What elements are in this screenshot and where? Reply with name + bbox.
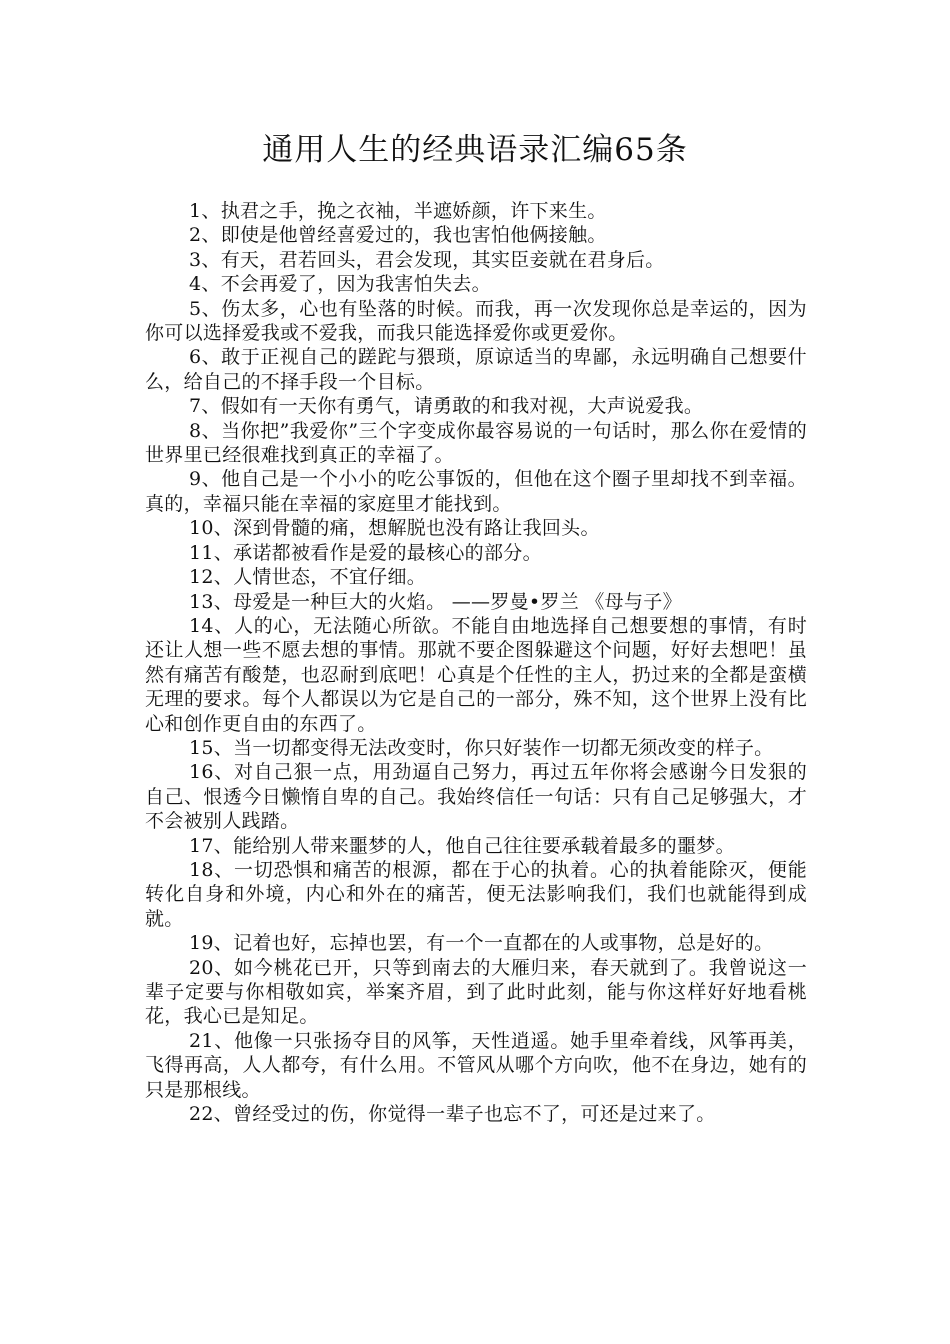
quote-paragraph: 21、他像一只张扬夺目的风筝，天性逍遥。她手里牵着线，风筝再美，飞得再高，人人都夸，有什么用。不管风从哪个方向吹，他不在身边，她有的只是那根线。 bbox=[145, 1029, 807, 1101]
quote-paragraph: 3、有天，君若回头，君会发现，其实臣妾就在君身后。 bbox=[189, 248, 665, 271]
quote-paragraph: 17、能给别人带来噩梦的人，他自己往往要承载着最多的噩梦。 bbox=[189, 834, 735, 857]
quote-paragraph: 20、如今桃花已开，只等到南去的大雁归来，春天就到了。我曾说这一辈子定要与你相敬如宾，举案齐眉，到了此时此刻，能与你这样好好地看桃花，我心已是知足。 bbox=[145, 956, 807, 1028]
document-body bbox=[145, 199, 807, 1126]
quote-paragraph: 1、执君之手，挽之衣袖，半遮娇颜，许下来生。 bbox=[189, 200, 607, 222]
quote-paragraph: 16、对自己狠一点，用劲逼自己努力，再过五年你将会感谢今日发狠的自己、恨透今日懒惰自卑的自己。我始终信任一句话：只有自己足够强大，才不会被别人践踏。 bbox=[145, 761, 807, 833]
quote-paragraph: 12、人情世态，不宜仔细。 bbox=[189, 566, 427, 589]
quote-paragraph: 19、记着也好，忘掉也罢，有一个一直都在的人或事物，总是好的。 bbox=[189, 932, 774, 955]
quote-paragraph: 8、当你把”我爱你”三个字变成你最容易说的一句话时，那么你在爱情的世界里已经很难找到真正的幸福了。 bbox=[145, 419, 807, 467]
quote-paragraph: 11、承诺都被看作是爱的最核心的部分。 bbox=[189, 541, 542, 564]
quote-paragraph: 2、即使是他曾经喜爱过的，我也害怕他俩接触。 bbox=[189, 224, 607, 247]
quote-paragraph: 4、不会再爱了，因为我害怕失去。 bbox=[189, 273, 491, 296]
quote-paragraph: 18、一切恐惧和痛苦的根源，都在于心的执着。心的执着能除灭，便能转化自身和外境，内心和外在的痛苦，便无法影响我们，我们也就能得到成就。 bbox=[145, 858, 807, 930]
quote-paragraph: 9、他自己是一个小小的吃公事饭的，但他在这个圈子里却找不到幸福。真的，幸福只能在幸福的家庭里才能找到。 bbox=[145, 468, 807, 515]
quote-paragraph: 7、假如有一天你有勇气，请勇敢的和我对视，大声说爱我。 bbox=[189, 395, 704, 418]
document-title: 通用人生的经典语录汇编65条 bbox=[262, 132, 688, 168]
quote-paragraph: 15、当一切都变得无法改变时，你只好装作一切都无须改变的样子。 bbox=[189, 736, 774, 759]
quote-paragraph: 10、深到骨髓的痛，想解脱也没有路让我回头。 bbox=[189, 517, 600, 540]
quote-paragraph: 6、敢于正视自己的蹉跎与猥琐，原谅适当的卑鄙，永远明确自己想要什么，给自己的不择手段一个目标。 bbox=[145, 346, 807, 393]
quote-paragraph: 5、伤太多，心也有坠落的时候。而我，再一次发现你总是幸运的，因为你可以选择爱我或不爱我，而我只能选择爱你或更爱你。 bbox=[145, 297, 807, 345]
quote-paragraph: 14、人的心，无法随心所欲。不能自由地选择自己想要想的事情，有时还让人想一些不愿去想的事情。那就不要企图躲避这个问题，好好去想吧！虽然有痛苦有酸楚，也忍耐到底吧！心真是个任性的主人，扔过来的全都是蛮横无理的要求。每个人都误以为它是自己的一部分，殊不知，这个世界上没有比心和创作更自由的东西了。 bbox=[145, 614, 807, 735]
quote-paragraph: 22、曾经受过的伤，你觉得一辈子也忘不了，可还是过来了。 bbox=[189, 1103, 716, 1126]
quote-paragraph: 13、母爱是一种巨大的火焰。 ——罗曼•罗兰 《母与子》 bbox=[189, 590, 682, 613]
